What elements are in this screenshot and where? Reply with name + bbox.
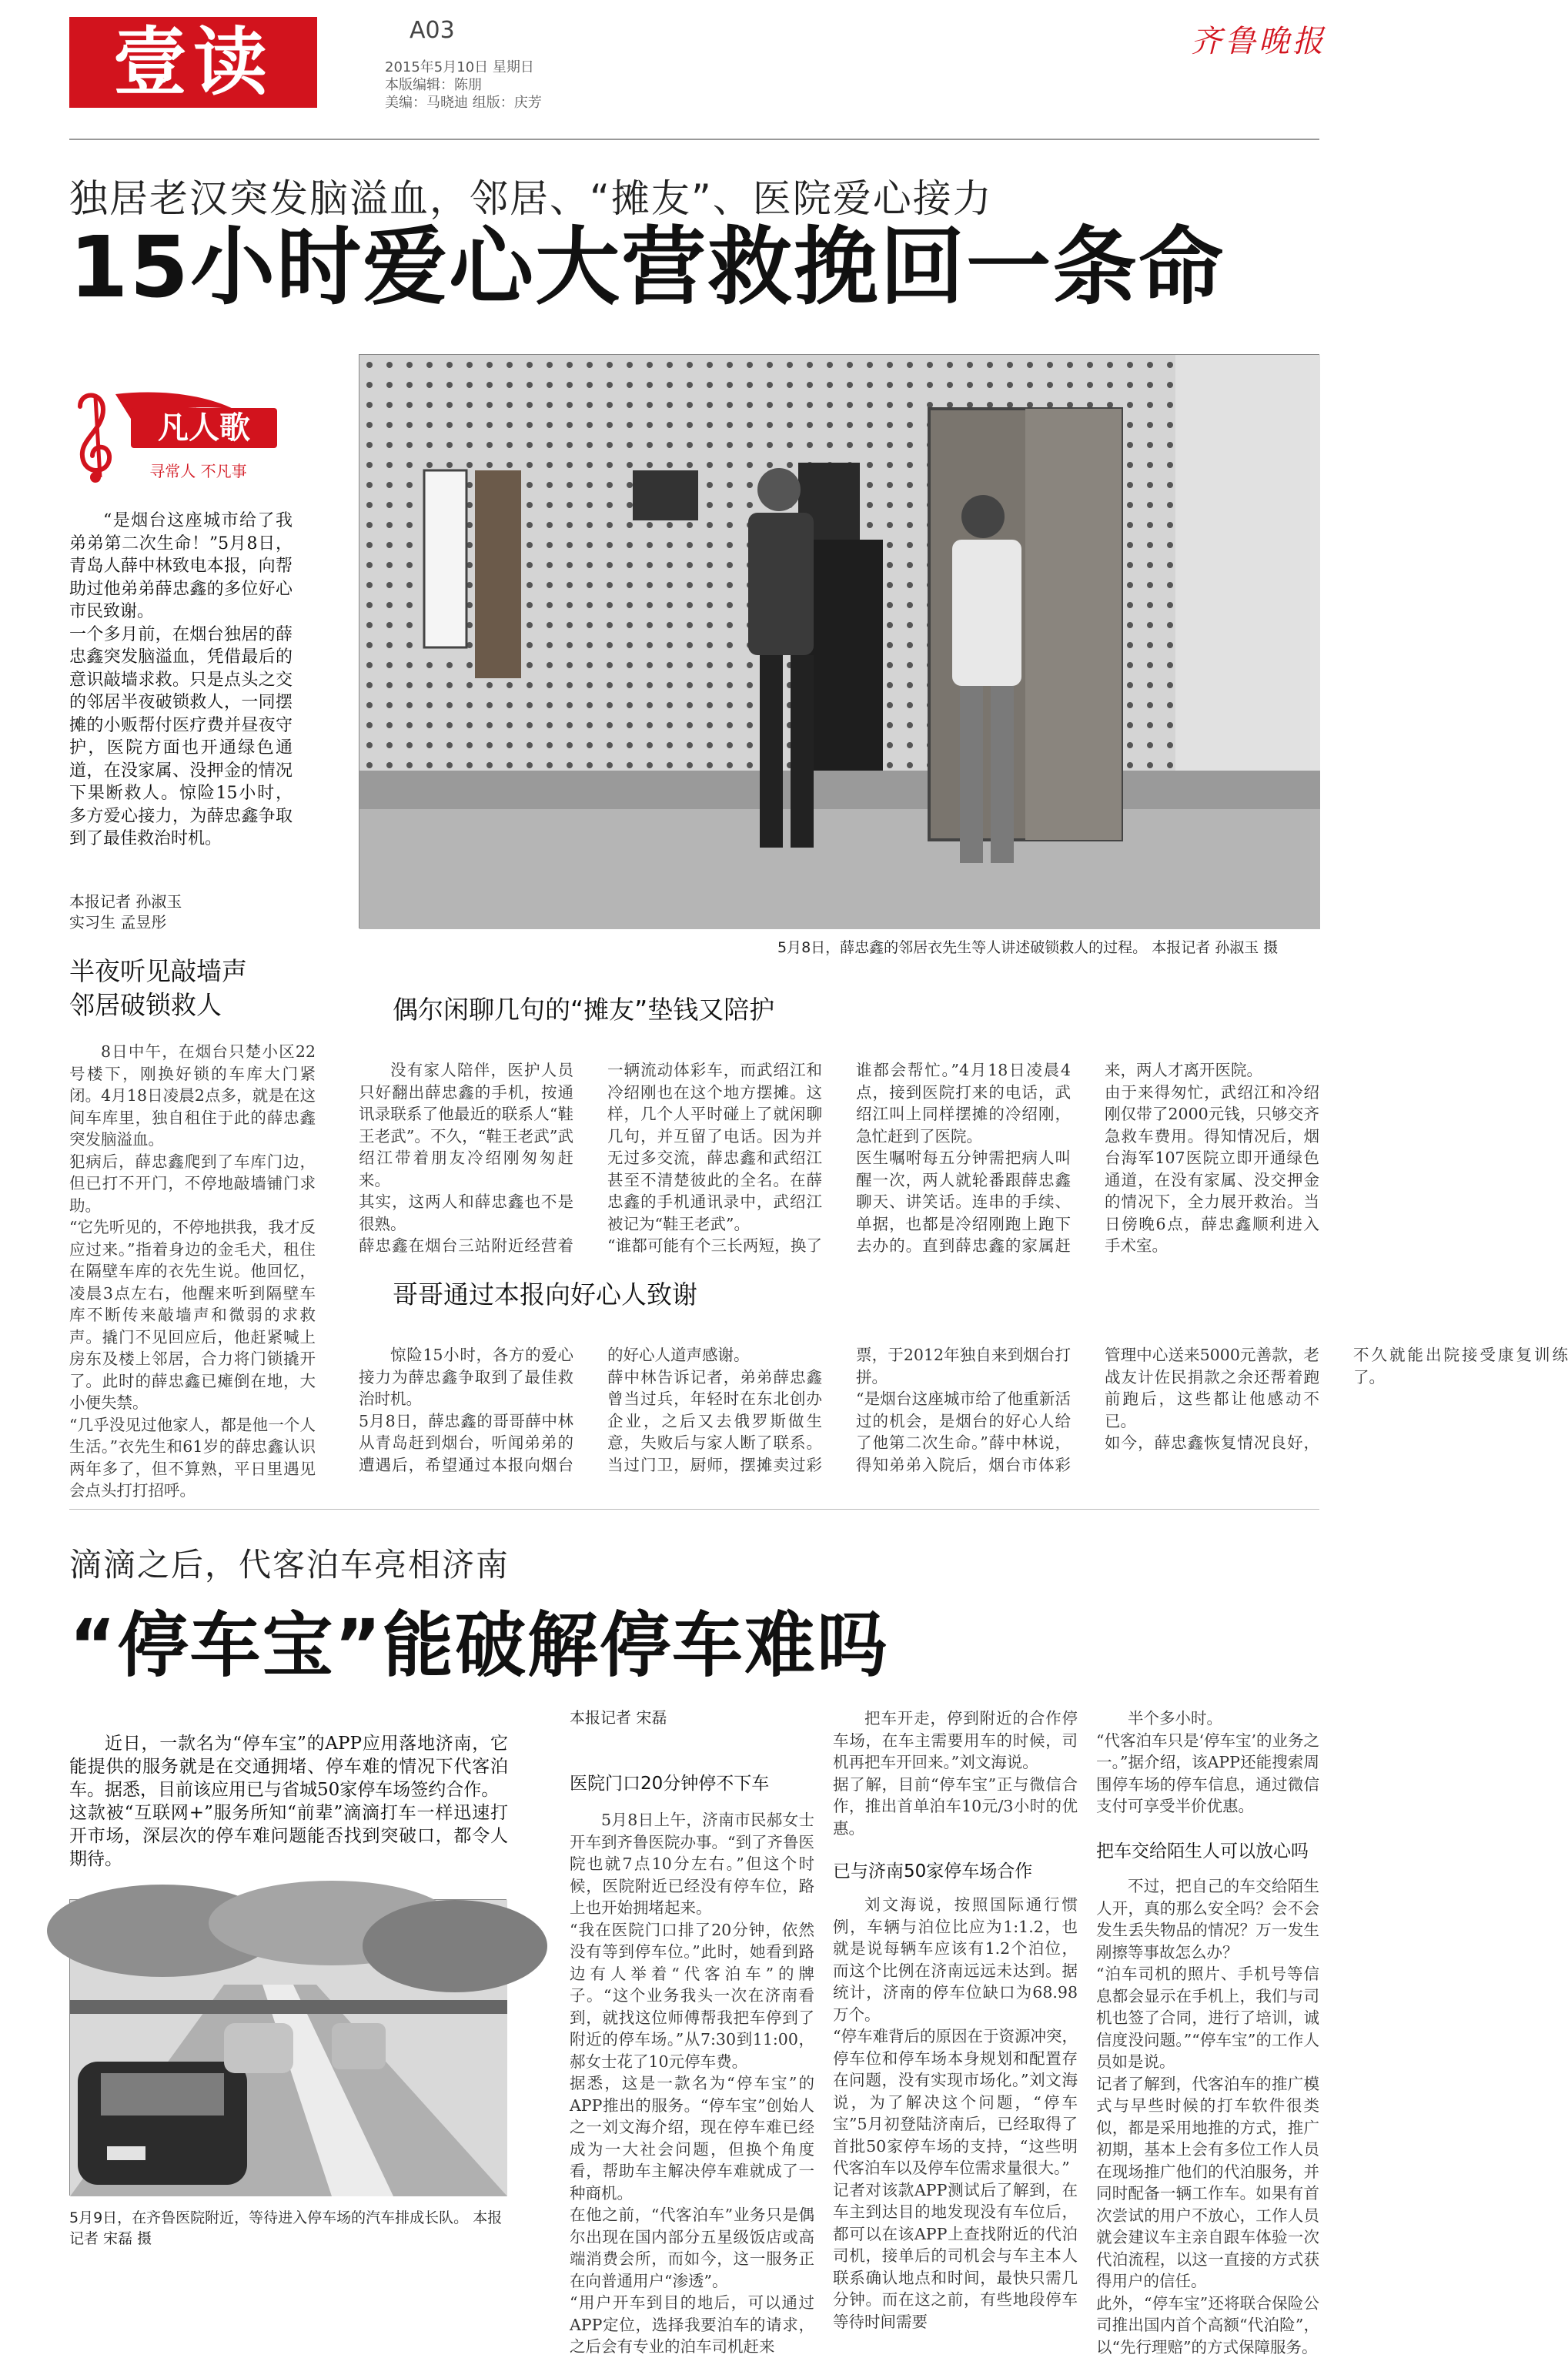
story2-col1 [570, 1809, 814, 2356]
story2-col3-text: 半个多小时。 “代客泊车只是‘停车宝’的业务之一。”据介绍，该APP还能搜索周围停车场的停车信息，通过微信支付可享受半价优惠。 [1096, 1709, 1320, 1815]
story2-headline: “停车宝”能破解停车难吗 [69, 1604, 889, 1687]
story2-kicker: 滴滴之后，代客泊车亮相济南 [69, 1546, 510, 1584]
story1-reporter: 本报记者 孙淑玉 [69, 892, 182, 911]
story2-col1-text: 5月8日上午，济南市民郝女士开车到齐鲁医院办事。“到了齐鲁医院也就7点10分左右。”但这个时候，医院附近已经没有停车位，路上也开始拥堵起来。 “我在医院门口排了20分钟，依然没有等到停车位。”此时，她看到路边有人举着“代客泊车”的牌子。“这个业务我头一次在济南看到，就找这位师傅帮我把车停到了附近的停车场。”从7:30到11:00，郝女士花了10元停车费。 据悉，这是一款名为“停车宝”的APP推出的服务。“停车宝”创始人之一刘文海介绍，现在停车难已经成为一大社会问题，但换个角度看，帮助车主解决停车难就成了一种商机。 在他之前，“代客泊车”业务只是偶尔出现在国内部分五星级饭店或高端消费会所，而如今，这一服务正在向普通用户“渗透”。 “用户开车到目的地后，可以通过APP定位，选择我要泊车的请求，之后会有专业的泊车司机赶来 [570, 1811, 814, 2356]
masthead-rule [69, 139, 1319, 140]
story1-sec1-title-b: 邻居破锁救人 [69, 990, 222, 1020]
story1-sec2-body [359, 1059, 1319, 1367]
story1-sec1-title [69, 955, 346, 1022]
building-photo [359, 355, 1320, 929]
story1-sec3-body [359, 1344, 1568, 1486]
story2-col3b [1096, 1875, 1319, 2356]
story1-sec2-title: 偶尔闲聊几句的“摊友”垫钱又陪护 [393, 995, 775, 1025]
story2-sub2: 已与济南50家停车场合作 [833, 1861, 1033, 1881]
story2-col3b-text: 不过，把自己的车交给陌生人开，真的那么安全吗？会不会发生丢失物品的情况？万一发生剐擦等事故怎么办？ “泊车司机的照片、手机号等信息都会显示在手机上，我们与司机也签了合同，进行了培训，诚信度没问题。”“停车宝”的工作人员如是说。 记者了解到，代客泊车的推广模式与早些时候的打车软件很类似，都是采用地推的方式，推广初期，基本上会有多位工作人员在现场推广他们的代泊服务，并同时配备一辆工作车。如果有首次尝试的用户不放心，工作人员就会建议车主亲自跟车体验一次代泊流程，以这一直接的方式获得用户的信任。 此外，“停车宝”还将联合保险公司推出国内首个高额“代泊险”，以“先行理赔”的方式保障服务。 [1096, 1877, 1319, 2356]
designer-line: 美编：马晓迪 组版：庆芳 [385, 95, 542, 111]
story2-photo [69, 1899, 507, 2196]
page-number: A03 [410, 17, 455, 44]
edition-info [385, 59, 542, 112]
story1-photo-caption: 5月8日，薛忠鑫的邻居衣先生等人讲述破锁救人的过程。 本报记者 孙淑玉 摄 [777, 939, 1279, 956]
column-logo-title: 凡人歌 [131, 408, 277, 448]
story1-sec3-text: 惊险15小时，各方的爱心接力为薛忠鑫争取到了最佳救治时机。 5月8日，薛忠鑫的哥哥薛中林从青岛赶到烟台，听闻弟弟的遭遇后，希望通过本报向烟台的好心人道声感谢。 薛中林告诉记者，弟弟薛忠鑫曾当过兵，年轻时在东北创办企业，之后又去俄罗斯做生意，失败后与家人断了联系。当过门卫，厨师，摆摊卖过彩票，于2012年独自来到烟台打拼。 “是烟台这座城市给了他重新活过的机会，是烟台的好心人给了他第二次生命。”薛中林说，得知弟弟入院后，烟台市体彩管理中心送来5000元善款，老战友计佐民捐款之余还帮着跑前跑后，这些都让他感动不已。 如今，薛忠鑫恢复情况良好，不久就能出院接受康复训练了。 [359, 1346, 1568, 1474]
story1-sec1-text: 8日中午，在烟台只楚小区22号楼下，刚换好锁的车库大门紧闭。4月18日凌晨2点多，就是在这间车库里，独自租住于此的薛忠鑫突发脑溢血。 犯病后，薛忠鑫爬到了车库门边，但已打不开门，不停地敲墙铺门求助。 “它先听见的，不停地拱我，我才反应过来。”指着身边的金毛犬，租住在隔壁车库的衣先生说。他回忆，凌晨3点左右，他醒来听到隔壁车库不断传来敲墙声和微弱的求救声。撬门不见回应后，他赶紧喊上房东及楼上邻居，合力将门锁撬开了。此时的薛忠鑫已瘫倒在地，大小便失禁。 “几乎没见过他家人，都是他一个人生活。”衣先生和61岁的薛忠鑫认识两年多了，但不算熟，平日里遇见会点头打打招呼。 [69, 1042, 316, 1500]
story1-sec3-title: 哥哥通过本报向好心人致谢 [393, 1279, 697, 1309]
newspaper-name: 齐鲁晚报 [1191, 24, 1326, 59]
story2-col2b-text: 刘文海说，按照国际通行惯例，车辆与泊位比应为1:1.2，也就是说每辆车应该有1.2个泊位，而这个比例在济南远远未达到。据统计，济南的停车位缺口为68.98万个。 “停车难背后的原因在于资源冲突，停车位和停车场本身规划和配置存在问题，没有实现市场化。”刘文海说，为了解决这个问题，“停车宝”5月初登陆济南后，已经取得了首批50家停车场的支持，“这些明代客泊车以及停车位需求量很大。” 记者对该款APP测试后了解到，在车主到达目的地发现没有车位后，都可以在该APP上查找附近的代泊司机，接单后的司机会与车主本人联系确认地点和时间，最快只需几分钟。而在这之前，有些地段停车等待时间需要 [833, 1895, 1078, 2331]
story2-lead-text: 近日，一款名为“停车宝”的APP应用落地济南，它能提供的服务就是在交通拥堵、停车难的情况下代客泊车。据悉，目前该应用已与省城50家停车场签约合作。 这款被“互联网+”服务所知“前辈”滴滴打车一样迅速打开市场，深层次的停车难问题能否找到突破口，都令人期待。 [69, 1734, 508, 1869]
story1-intern: 实习生 孟昱彤 [69, 913, 167, 931]
story1-photo [359, 354, 1319, 928]
story1-sec1-body [69, 1041, 316, 1503]
date-line: 2015年5月10日 星期日 [385, 59, 534, 75]
story-divider [69, 1509, 1319, 1510]
story1-lead-text: “是烟台这座城市给了我弟弟第二次生命！”5月8日，青岛人薛中林致电本报，向帮助过他弟弟薛忠鑫的多位好心市民致谢。 一个多月前，在烟台独居的薛忠鑫突发脑溢血，凭借最后的意识敲墙求救。只是点头之交的邻居半夜破锁救人，一同摆摊的小贩帮付医疗费并昼夜守护，医院方面也开通绿色通道，在没家属、没押金的情况下果断救人。惊险15小时，多方爱心接力，为薛忠鑫争取到了最佳救治时机。 [69, 511, 293, 848]
traffic-photo [70, 1900, 507, 2196]
story2-col3 [1096, 1707, 1320, 1815]
story1-lead [69, 510, 293, 871]
story2-sub3: 把车交给陌生人可以放心吗 [1096, 1841, 1309, 1861]
story2-col2-text: 把车开走，停到附近的合作停车场，在车主需要用车的时候，司机再把车开回来。”刘文海说。 据了解，目前“停车宝”正与微信合作，推出首单泊车10元/3小时的优惠。 [833, 1709, 1078, 1838]
story1-byline [69, 891, 293, 933]
story1-headline: 15小时爱心大营救挽回一条命 [69, 218, 1225, 316]
column-logo [69, 386, 281, 487]
story2-lead [69, 1732, 508, 1886]
story2-sub1: 医院门口20分钟停不下车 [570, 1774, 770, 1794]
story2-byline: 本报记者 宋磊 [570, 1708, 667, 1727]
story1-kicker: 独居老汉突发脑溢血，邻居、“摊友”、医院爱心接力 [69, 176, 993, 221]
story2-col2 [833, 1707, 1078, 1842]
story2-photo-caption: 5月9日，在齐鲁医院附近，等待进入停车场的汽车排成长队。 本报记者 宋磊 摄 [69, 2209, 503, 2247]
story1-sec2-text: 没有家人陪伴，医护人员只好翻出薛忠鑫的手机，按通讯录联系了他最近的联系人“鞋王老武”。不久，“鞋王老武”武绍江带着朋友冷绍刚匆匆赶来。 其实，这两人和薛忠鑫也不是很熟。 薛忠鑫在烟台三站附近经营着一辆流动体彩车，而武绍江和冷绍刚也在这个地方摆摊。这样，几个人平时碰上了就闲聊几句，并互留了电话。因为并无过多交流，薛忠鑫和武绍江甚至不清楚彼此的全名。在薛忠鑫的手机通讯录中，武绍江被记为“鞋王老武”。 “谁都可能有个三长两短，换了谁都会帮忙。”4月18日凌晨4点，接到医院打来的电话，武绍江叫上同样摆摊的冷绍刚，急忙赶到了医院。 医生嘱咐每五分钟需把病人叫醒一次，两人就轮番跟薛忠鑫聊天、讲笑话。连串的手续、单据，也都是冷绍刚跑上跑下去办的。直到薛忠鑫的家属赶来，两人才离开医院。 由于来得匆忙，武绍江和冷绍刚仅带了2000元钱，只够交齐急救车费用。得知情况后，烟台海军107医院立即开通绿色通道，在没有家属、没交押金的情况下，全力展开救治。当日傍晚6点，薛忠鑫顺利进入手术室。 [359, 1061, 1319, 1255]
story2-col2b [833, 1894, 1078, 2333]
story1-sec1-title-a: 半夜听见敲墙声 [69, 956, 247, 986]
section-logo: 壹读 [69, 17, 317, 108]
editor-line: 本版编辑：陈朋 [385, 77, 482, 93]
column-logo-tagline: 寻常人 不凡事 [149, 462, 247, 480]
